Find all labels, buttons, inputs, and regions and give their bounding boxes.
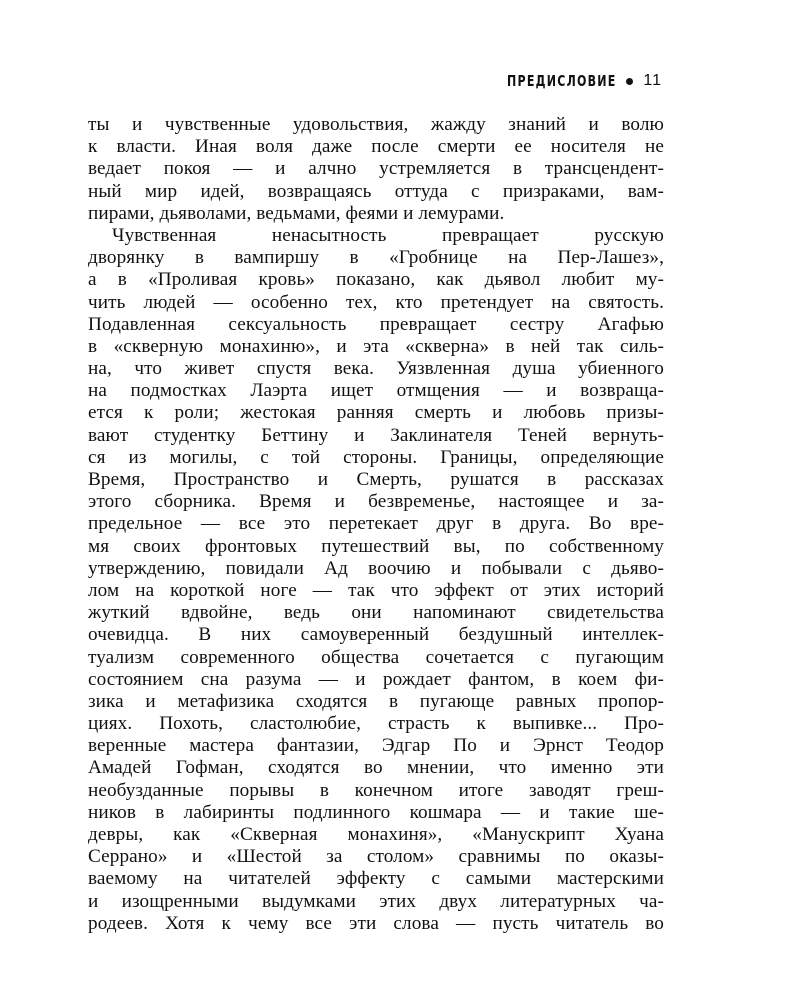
- text-line: на подмостках Лаэрта ищет отмщения — и возвраща-: [88, 380, 664, 402]
- bullet-separator: [626, 78, 633, 85]
- text-line: дворянку в вампиршу в «Гробнице на Пер-Лашез»,: [88, 247, 664, 269]
- text-line: родеев. Хотя к чему все эти слова — пусть читатель во: [88, 912, 664, 934]
- text-line: состоянием сна разума — и рождает фантом, в коем фи-: [88, 668, 664, 690]
- text-line: необузданные порывы в конечном итоге заводят греш-: [88, 779, 664, 801]
- text-line: мя своих фронтовых путешествий вы, по собственному: [88, 535, 664, 557]
- text-line: Амадей Гофман, сходятся во мнении, что именно эти: [88, 757, 664, 779]
- text-line: а в «Проливая кровь» показано, как дьявол любит му-: [88, 269, 664, 291]
- text-line: лом на короткой ноге — так что эффект от этих историй: [88, 579, 664, 601]
- text-line: предельное — все это перетекает друг в друга. Во вре-: [88, 513, 664, 535]
- text-line: ется к роли; жестокая ранняя смерть и любовь призы-: [88, 402, 664, 424]
- text-line: ваемому на читателей эффекту с самыми мастерскими: [88, 868, 664, 890]
- text-line: ты и чувственные удовольствия, жажду знаний и волю: [88, 114, 664, 135]
- running-head: [483, 72, 662, 90]
- text-line: зика и метафизика сходятся в пугающе равных пропор-: [88, 690, 664, 712]
- text-line: ся из могилы, с той стороны. Границы, определяющие: [88, 446, 664, 468]
- text-line: веренные мастера фантазии, Эдгар По и Эрнст Теодор: [88, 735, 664, 757]
- text-line: Подавленная сексуальность превращает сестру Агафью: [88, 313, 664, 335]
- text-line: на, что живет спустя века. Уязвленная душа убиенного: [88, 358, 664, 380]
- text-line: этого сборника. Время и безвременье, настоящее и за-: [88, 491, 664, 513]
- text-line: в «скверную монахиню», и эта «скверна» в ней так силь-: [88, 335, 664, 357]
- text-line: ный мир идей, возвращаясь оттуда с призраками, вам-: [88, 180, 664, 202]
- text-line: и изощренными выдумками этих двух литературных ча-: [88, 890, 664, 912]
- text-line: чить людей — особенно тех, кто претендует на святость.: [88, 291, 664, 313]
- text-line: жуткий вдвойне, ведь они напоминают свидетельства: [88, 602, 664, 624]
- text-line: очевидца. В них самоуверенный бездушный интеллек-: [88, 624, 664, 646]
- text-line: ников в лабиринты подлинного кошмара — и такие ше-: [88, 801, 664, 823]
- text-line: Серрано» и «Шестой за столом» сравнимы по оказы-: [88, 846, 664, 868]
- text-line: циях. Похоть, сластолюбие, страсть к выпивке... Про-: [88, 713, 664, 735]
- text-line: девры, как «Скверная монахиня», «Манускрипт Хуана: [88, 824, 664, 845]
- text-line: вают студентку Беттину и Заклинателя Теней вернуть-: [88, 424, 664, 446]
- running-head-title: ПРЕДИСЛОВИЕ: [506, 72, 617, 90]
- text-line: пирами, дьяволами, ведьмами, феями и лемурами.: [88, 202, 505, 224]
- text-line: туализм современного общества сочетается с пугающим: [88, 646, 664, 668]
- text-line: к власти. Иная воля даже после смерти ее носителя не: [88, 136, 664, 158]
- page-number: 11: [643, 72, 662, 89]
- paragraph-first-line: Чувственная ненасытность превращает русскую: [112, 224, 664, 246]
- body-text: [88, 114, 664, 935]
- text-line: ведает покоя — и алчно устремляется в трансцендент-: [88, 158, 664, 180]
- text-line: утверждению, повидали Ад воочию и побывали с дьяво-: [88, 557, 664, 579]
- text-line: Время, Пространство и Смерть, рушатся в рассказах: [88, 469, 664, 490]
